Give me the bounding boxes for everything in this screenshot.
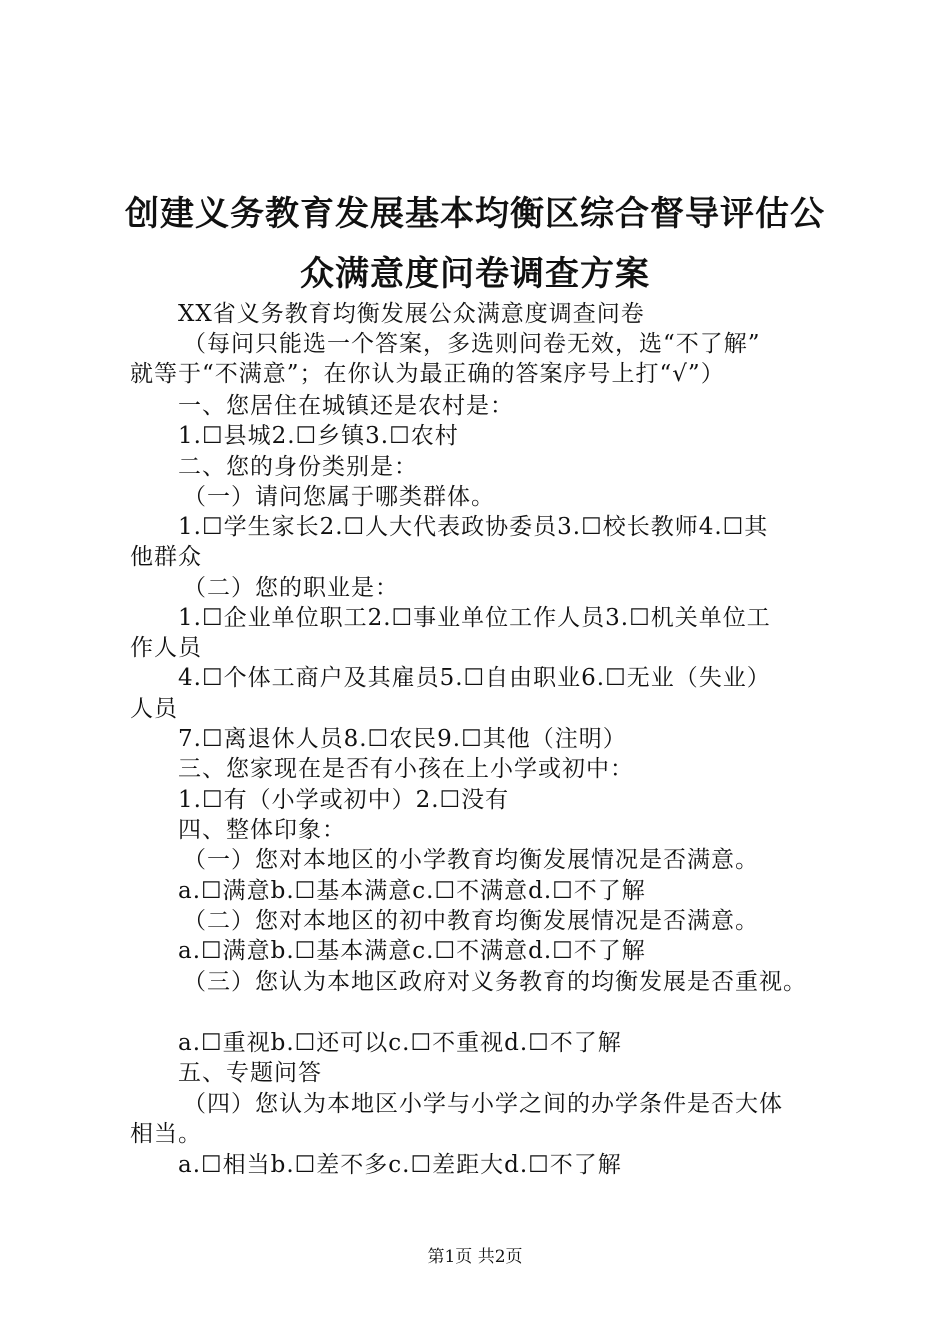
document-title-line-2: 众满意度问卷调查方案 [300,254,650,294]
question-4-1: （一）您对本地区的小学教育均衡发展情况是否满意。 [183,847,759,873]
question-4-3: （三）您认为本地区政府对义务教育的均衡发展是否重视。 [183,969,807,995]
question-5: 五、专题问答 [178,1060,322,1086]
instruction-line-2: 就等于“不满意”；在你认为最正确的答案序号上打“√”） [130,361,725,387]
question-2-2-options-a: 1.☐企业单位职工2.☐事业单位工作人员3.☐机关单位工 [178,605,771,631]
question-2-2-options-c: 7.☐离退休人员8.☐农民9.☐其他（注明） [178,726,627,752]
document-title-line-1: 创建义务教育发展基本均衡区综合督导评估公 [125,194,825,234]
question-3: 三、您家现在是否有小孩在上小学或初中： [178,756,634,782]
page-footer: 第1页 共2页 [427,1247,523,1267]
question-1: 一、您居住在城镇还是农村是： [178,393,514,419]
question-4-3-options: a.☐重视b.☐还可以c.☐不重视d.☐不了解 [178,1030,622,1056]
question-5-4-options: a.☐相当b.☐差不多c.☐差距大d.☐不了解 [178,1152,622,1178]
question-2-1: （一）请问您属于哪类群体。 [183,484,495,510]
question-2: 二、您的身份类别是： [178,454,418,480]
question-4-1-options: a.☐满意b.☐基本满意c.☐不满意d.☐不了解 [178,878,646,904]
question-2-2-options-b: 4.☐个体工商户及其雇员5.☐自由职业6.☐无业（失业） [178,665,771,691]
instruction-line-1: （每问只能选一个答案，多选则问卷无效，选“不了解” [183,331,761,357]
question-5-4-cont: 相当。 [130,1121,202,1147]
question-2-1-options-cont: 他群众 [130,544,202,570]
survey-heading: XX省义务教育均衡发展公众满意度调查问卷 [178,301,645,327]
question-5-4: （四）您认为本地区小学与小学之间的办学条件是否大体 [183,1091,783,1117]
question-2-2-options-a-cont: 作人员 [130,635,202,661]
question-4-2-options: a.☐满意b.☐基本满意c.☐不满意d.☐不了解 [178,938,646,964]
question-2-2-options-b-cont: 人员 [130,696,178,722]
question-3-options: 1.☐有（小学或初中）2.☐没有 [178,787,510,813]
question-1-options: 1.☐县城2.☐乡镇3.☐农村 [178,423,459,449]
question-4-2: （二）您对本地区的初中教育均衡发展情况是否满意。 [183,908,759,934]
question-2-2: （二）您的职业是： [183,575,399,601]
question-4: 四、整体印象： [178,817,346,843]
question-2-1-options: 1.☐学生家长2.☐人大代表政协委员3.☐校长教师4.☐其 [178,514,769,540]
